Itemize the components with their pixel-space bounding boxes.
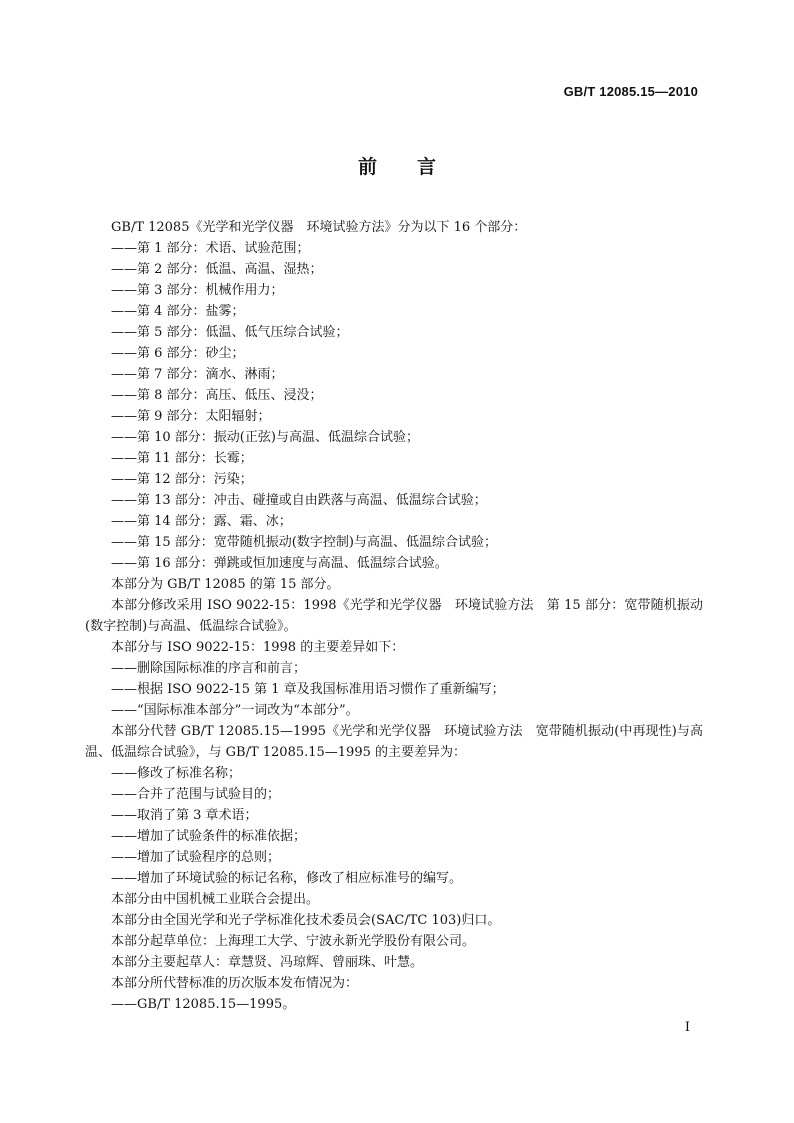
paragraph: 本部分起草单位：上海理工大学、宁波永新光学股份有限公司。 bbox=[111, 934, 476, 949]
paragraph: ——第 1 部分：术语、试验范围； bbox=[111, 241, 310, 256]
paragraph: ——取消了第 3 章术语； bbox=[111, 808, 258, 823]
paragraph: ——GB/T 12085.15—1995。 bbox=[111, 997, 296, 1012]
paragraph: ——第 7 部分：滴水、淋雨； bbox=[111, 367, 284, 382]
paragraph: ——第 11 部分：长霉； bbox=[111, 451, 253, 466]
paragraph: ——第 14 部分：露、霜、冰； bbox=[111, 514, 292, 529]
paragraph: ——修改了标准名称； bbox=[111, 766, 242, 781]
paragraph: 本部分与 ISO 9022-15：1998 的主要差异如下： bbox=[111, 640, 405, 655]
page-title: 前言 bbox=[357, 156, 476, 178]
paragraph: ——合并了范围与试验目的； bbox=[111, 787, 281, 802]
paragraph: ——增加了试验程序的总则； bbox=[111, 850, 281, 865]
paragraph: ——增加了试验条件的标准依据； bbox=[111, 829, 307, 844]
paragraph: 本部分代替 GB/T 12085.15—1995《光学和光学仪器 环境试验方法 宽带随机振动(中再现性)与高温、低温综合试验》，与 GB/T 12085.15—1995 的主要差异为： bbox=[85, 724, 703, 760]
document-code: GB/T 12085.15—2010 bbox=[563, 84, 698, 99]
paragraph: GB/T 12085《光学和光学仪器 环境试验方法》分为以下 16 个部分： bbox=[111, 220, 527, 235]
paragraph: ——第 10 部分：振动(正弦)与高温、低温综合试验； bbox=[111, 430, 419, 445]
paragraph: ——第 4 部分：盐雾； bbox=[111, 304, 245, 319]
paragraph: 本部分为 GB/T 12085 的第 15 部分。 bbox=[111, 577, 340, 592]
paragraph: ——第 15 部分：宽带随机振动(数字控制)与高温、低温综合试验； bbox=[111, 535, 497, 550]
foreword-body bbox=[85, 217, 703, 1015]
paragraph: 本部分修改采用 ISO 9022-15：1998《光学和光学仪器 环境试验方法 第 15 部分：宽带随机振动(数字控制)与高温、低温综合试验》。 bbox=[85, 598, 703, 634]
paragraph: ——第 2 部分：低温、高温、湿热； bbox=[111, 262, 323, 277]
paragraph: ——第 16 部分：弹跳或恒加速度与高温、低温综合试验。 bbox=[111, 556, 448, 571]
paragraph: 本部分由中国机械工业联合会提出。 bbox=[111, 892, 320, 907]
paragraph: ——删除国际标准的序言和前言； bbox=[111, 661, 307, 676]
paragraph: ——第 13 部分：冲击、碰撞或自由跌落与高温、低温综合试验； bbox=[111, 493, 487, 508]
paragraph: ——增加了环境试验的标记名称，修改了相应标准号的编写。 bbox=[111, 871, 463, 886]
paragraph: ——根据 ISO 9022-15 第 1 章及我国标准用语习惯作了重新编写； bbox=[111, 682, 505, 697]
paragraph: 本部分所代替标准的历次版本发布情况为： bbox=[111, 976, 359, 991]
paragraph: ——第 5 部分：低温、低气压综合试验； bbox=[111, 325, 349, 340]
paragraph: 本部分由全国光学和光子学标准化技术委员会(SAC/TC 103)归口。 bbox=[111, 913, 501, 928]
paragraph: ——第 3 部分：机械作用力； bbox=[111, 283, 284, 298]
paragraph: ——第 12 部分：污染； bbox=[111, 472, 253, 487]
paragraph: ——第 8 部分：高压、低压、浸没； bbox=[111, 388, 323, 403]
page-number: I bbox=[684, 1020, 690, 1035]
paragraph: ——第 6 部分：砂尘； bbox=[111, 346, 245, 361]
paragraph: ——“国际标准本部分”一词改为“本部分”。 bbox=[111, 703, 359, 718]
paragraph: 本部分主要起草人：章慧贤、冯琼辉、曾丽珠、叶慧。 bbox=[111, 955, 424, 970]
paragraph: ——第 9 部分：太阳辐射； bbox=[111, 409, 271, 424]
